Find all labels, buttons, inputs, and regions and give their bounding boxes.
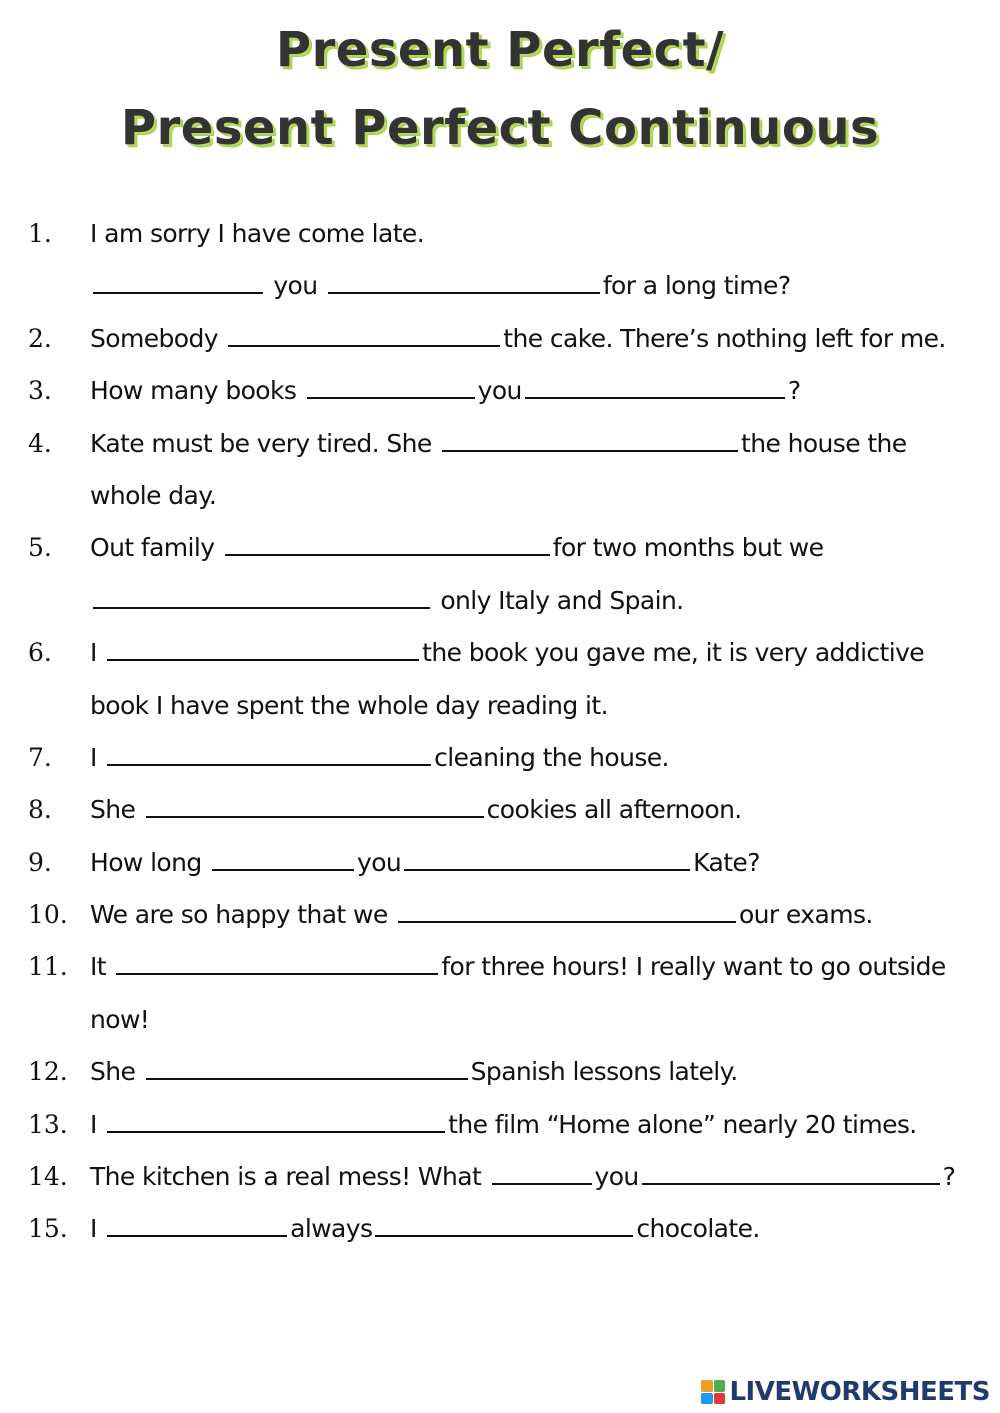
exercise-text: [90, 575, 684, 627]
sentence-fragment: cleaning the house.: [434, 742, 669, 772]
sentence-fragment: the film “Home alone” nearly 20 times.: [448, 1109, 917, 1139]
exercise-number: 12.: [28, 1057, 68, 1087]
exercise-text: [90, 313, 946, 365]
answer-blank[interactable]: [212, 851, 354, 871]
answer-blank[interactable]: [116, 955, 438, 975]
sentence-fragment: whole day.: [90, 480, 217, 510]
footer-brand: [701, 1377, 990, 1407]
exercise-line: [0, 208, 1000, 260]
liveworksheets-logo-icon: [701, 1380, 725, 1404]
answer-blank[interactable]: [146, 798, 484, 818]
exercise-text: [90, 1099, 917, 1151]
answer-blank[interactable]: [442, 432, 738, 452]
sentence-fragment: ?: [787, 376, 801, 406]
exercise-text: [90, 1203, 760, 1255]
exercise-text: [90, 837, 760, 889]
sentence-fragment: for three hours! I really want to go outside: [441, 952, 946, 982]
sentence-fragment: for two months but we: [552, 533, 824, 563]
answer-blank[interactable]: [328, 274, 600, 294]
exercise-line: [0, 1203, 1000, 1255]
exercise-line: [0, 313, 1000, 365]
exercise-text: [90, 732, 669, 784]
sentence-fragment: How many books: [90, 376, 304, 406]
exercise-number: 13.: [28, 1109, 68, 1139]
sentence-fragment: I: [90, 1109, 105, 1139]
sentence-fragment: the book you gave me, it is very addictive: [422, 638, 925, 668]
exercise-number: 7.: [28, 742, 52, 772]
exercise-text: [90, 784, 742, 836]
exercise-line: [0, 837, 1000, 889]
exercise-line: [0, 994, 1000, 1046]
sentence-fragment: for a long time?: [602, 271, 791, 301]
exercise-line: [0, 941, 1000, 993]
sentence-fragment: It: [90, 952, 114, 982]
exercise-number: 4.: [28, 428, 52, 458]
exercise-line: [0, 889, 1000, 941]
sentence-fragment: She: [90, 795, 143, 825]
exercise-line: [0, 522, 1000, 574]
sentence-fragment: the house the: [741, 428, 907, 458]
sentence-fragment: Kate must be very tired. She: [90, 428, 440, 458]
exercise-number: 2.: [28, 323, 52, 353]
answer-blank[interactable]: [404, 851, 690, 871]
exercise-text: [90, 627, 924, 679]
worksheet-title-line-2: Present Perfect Continuous: [120, 100, 880, 156]
answer-blank[interactable]: [492, 1165, 592, 1185]
answer-blank[interactable]: [93, 589, 430, 609]
exercise-line: [0, 470, 1000, 522]
exercise-text: [90, 994, 149, 1046]
exercise-line: [0, 680, 1000, 732]
sentence-fragment: chocolate.: [636, 1214, 760, 1244]
exercise-number: 10.: [28, 900, 68, 930]
sentence-fragment: book I have spent the whole day reading it.: [90, 690, 608, 720]
exercise-number: 15.: [28, 1214, 68, 1244]
exercise-line: [0, 784, 1000, 836]
sentence-fragment: I: [90, 638, 105, 668]
sentence-fragment: only Italy and Spain.: [433, 585, 684, 615]
answer-blank[interactable]: [146, 1060, 468, 1080]
exercise-number: 14.: [28, 1162, 68, 1192]
sentence-fragment: I: [90, 742, 105, 772]
exercise-text: [90, 1151, 955, 1203]
sentence-fragment: How long: [90, 847, 209, 877]
exercise-line: [0, 260, 1000, 312]
sentence-fragment: now!: [90, 1004, 150, 1034]
exercise-text: [90, 208, 424, 260]
sentence-fragment: you: [357, 847, 402, 877]
exercise-text: [90, 260, 791, 312]
sentence-fragment: you: [594, 1162, 639, 1192]
exercise-line: [0, 1099, 1000, 1151]
answer-blank[interactable]: [93, 274, 263, 294]
sentence-fragment: you: [477, 376, 522, 406]
exercise-list: [0, 208, 1000, 1256]
exercise-text: [90, 680, 608, 732]
exercise-text: [90, 418, 907, 470]
sentence-fragment: the cake. There’s nothing left for me.: [503, 323, 946, 353]
worksheet-title-line-1: Present Perfect/: [275, 22, 725, 78]
answer-blank[interactable]: [525, 379, 785, 399]
sentence-fragment: Kate?: [693, 847, 760, 877]
sentence-fragment: Out family: [90, 533, 222, 563]
sentence-fragment: you: [266, 271, 325, 301]
answer-blank[interactable]: [642, 1165, 940, 1185]
exercise-line: [0, 1046, 1000, 1098]
exercise-text: [90, 522, 823, 574]
answer-blank[interactable]: [398, 903, 736, 923]
answer-blank[interactable]: [228, 327, 500, 347]
exercise-number: 5.: [28, 533, 52, 563]
exercise-text: [90, 889, 873, 941]
answer-blank[interactable]: [307, 379, 475, 399]
answer-blank[interactable]: [225, 536, 550, 556]
answer-blank[interactable]: [107, 1113, 445, 1133]
sentence-fragment: I am sorry I have come late.: [90, 219, 425, 248]
sentence-fragment: cookies all afternoon.: [486, 795, 742, 825]
answer-blank[interactable]: [107, 641, 419, 661]
exercise-text: [90, 470, 216, 522]
sentence-fragment: ?: [942, 1162, 956, 1192]
brand-name: LIVEWORKSHEETS: [729, 1377, 990, 1407]
exercise-number: 8.: [28, 795, 52, 825]
answer-blank[interactable]: [107, 746, 431, 766]
sentence-fragment: Spanish lessons lately.: [470, 1057, 738, 1087]
exercise-line: [0, 732, 1000, 784]
exercise-line: [0, 418, 1000, 470]
sentence-fragment: our exams.: [738, 900, 873, 930]
sentence-fragment: I: [90, 1214, 105, 1244]
exercise-line: [0, 575, 1000, 627]
answer-blank[interactable]: [375, 1217, 633, 1237]
exercise-text: [90, 941, 946, 993]
exercise-line: [0, 365, 1000, 417]
exercise-number: 11.: [28, 952, 68, 982]
answer-blank[interactable]: [107, 1217, 287, 1237]
exercise-line: [0, 1151, 1000, 1203]
sentence-fragment: We are so happy that we: [90, 900, 395, 930]
sentence-fragment: Somebody: [90, 323, 226, 353]
sentence-fragment: The kitchen is a real mess! What: [90, 1162, 489, 1192]
sentence-fragment: She: [90, 1057, 143, 1087]
exercise-text: [90, 1046, 738, 1098]
exercise-line: [0, 627, 1000, 679]
exercise-number: 9.: [28, 847, 52, 877]
sentence-fragment: always: [290, 1214, 373, 1244]
exercise-text: [90, 365, 800, 417]
exercise-number: 1.: [28, 219, 52, 248]
exercise-number: 6.: [28, 638, 52, 668]
exercise-number: 3.: [28, 376, 52, 406]
